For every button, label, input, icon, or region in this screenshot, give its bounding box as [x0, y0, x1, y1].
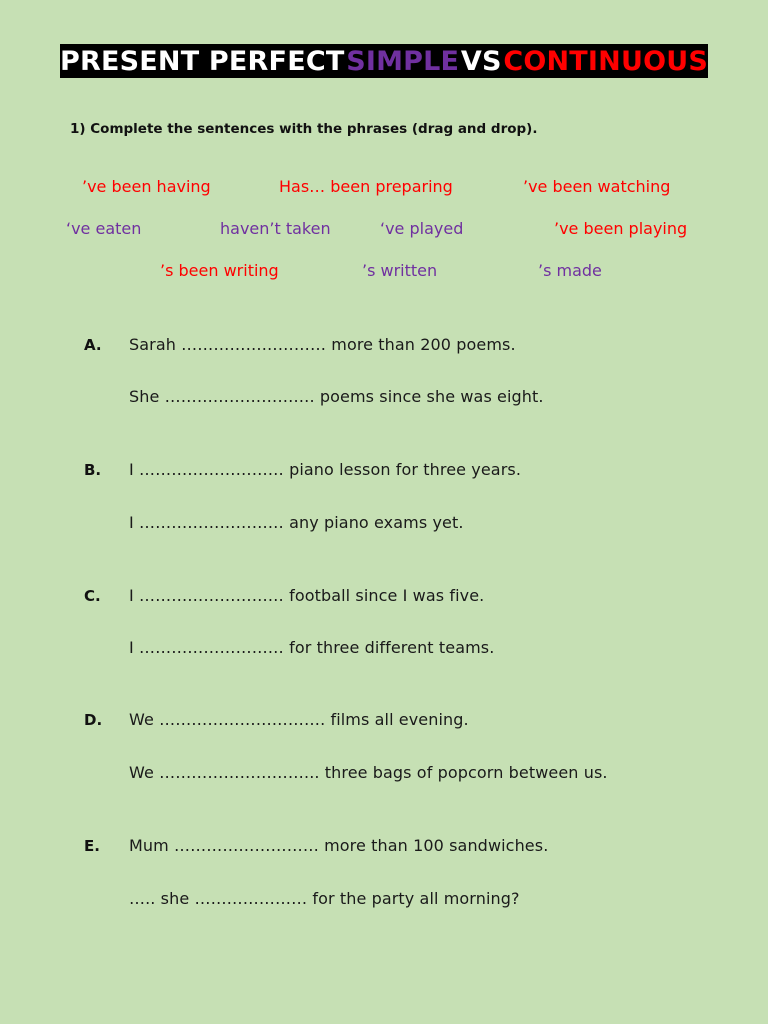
title-part-vs: VS — [460, 45, 502, 77]
question-a-line-2[interactable]: She ………………………. poems since she was eight. — [129, 387, 544, 406]
phrase-ve-been-having[interactable]: ’ve been having — [82, 177, 211, 196]
phrase-havent-taken[interactable]: haven’t taken — [220, 219, 331, 238]
phrase-ve-been-watching[interactable]: ’ve been watching — [523, 177, 671, 196]
question-e-line-2[interactable]: ….. she ………………… for the party all morning? — [129, 889, 520, 908]
question-letter-b: B. — [84, 461, 102, 479]
title-part-continuous: CONTINUOUS — [503, 45, 709, 77]
question-letter-d: D. — [84, 711, 103, 729]
phrase-ve-played[interactable]: ‘ve played — [380, 219, 464, 238]
question-letter-c: C. — [84, 587, 101, 605]
phrase-s-made[interactable]: ’s made — [538, 261, 602, 280]
question-c-line-1[interactable]: I ……………………… football since I was five. — [129, 586, 485, 605]
question-letter-a: A. — [84, 336, 102, 354]
phrase-s-written[interactable]: ’s written — [362, 261, 438, 280]
question-e-line-1[interactable]: Mum ……………………… more than 100 sandwiches. — [129, 836, 549, 855]
phrase-ve-eaten[interactable]: ‘ve eaten — [66, 219, 142, 238]
question-a-line-1[interactable]: Sarah ……………………… more than 200 poems. — [129, 335, 516, 354]
title-part-present-perfect: PRESENT PERFECT — [60, 45, 345, 77]
question-letter-e: E. — [84, 837, 100, 855]
phrase-ve-been-playing[interactable]: ’ve been playing — [554, 219, 688, 238]
question-b-line-1[interactable]: I ……………………… piano lesson for three years. — [129, 460, 522, 479]
title-part-simple: SIMPLE — [346, 45, 460, 77]
phrase-has-been-preparing[interactable]: Has… been preparing — [279, 177, 453, 196]
worksheet-title — [60, 44, 708, 78]
question-c-line-2[interactable]: I ……………………… for three different teams. — [129, 638, 495, 657]
question-b-line-2[interactable]: I ……………………… any piano exams yet. — [129, 513, 464, 532]
question-d-line-1[interactable]: We …………………………. films all evening. — [129, 710, 469, 729]
instruction-text: 1) Complete the sentences with the phrases (drag and drop). — [70, 121, 538, 137]
question-d-line-2[interactable]: We ………………………... three bags of popcorn between us. — [129, 763, 608, 782]
phrase-s-been-writing[interactable]: ’s been writing — [160, 261, 279, 280]
